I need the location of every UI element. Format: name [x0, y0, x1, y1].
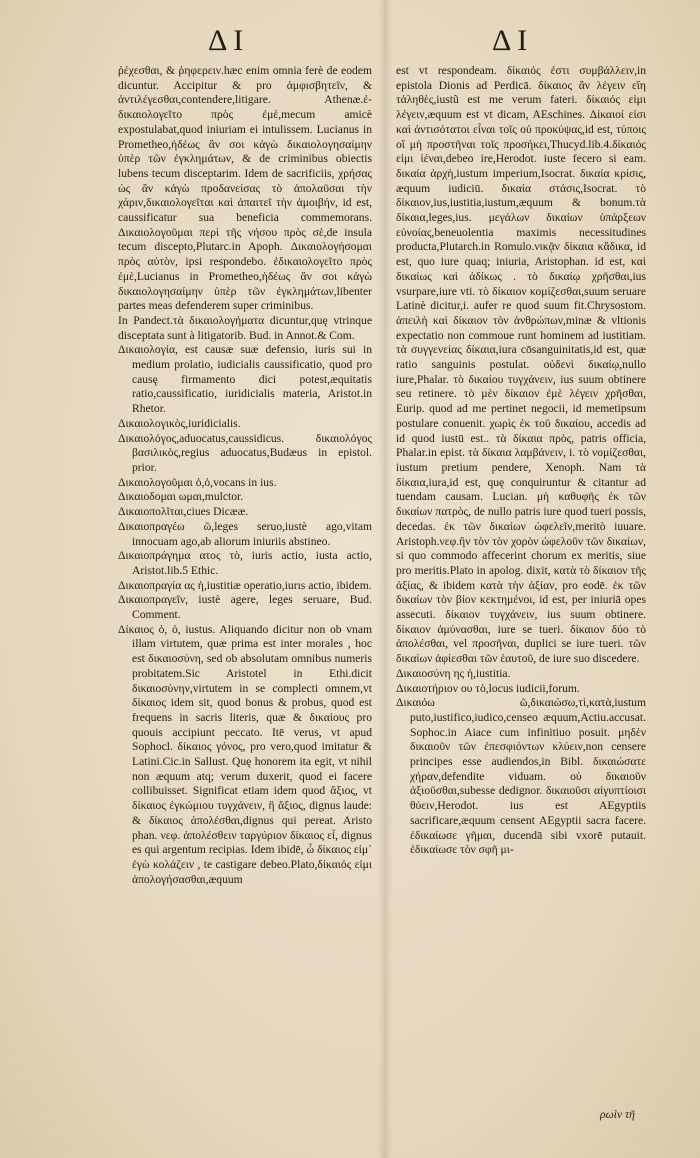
page-gutter — [378, 0, 392, 1158]
paragraph: In Pandect.τὰ δικαιολογήματα dicuntur,quę vtrinque disceptata sunt à litigatorib. Bud. in Annot.& Com. — [118, 313, 372, 342]
dictionary-entry: Δικαιοπραγία ας ἡ,iustitiæ operatio,iurıs actio, ibidem. — [118, 578, 372, 592]
dictionary-entry: Δικαιολογία, est causæ suæ defensio, iuris sui in medium prolatio, iudicialis caussificatio, quod pro causę firmamento dici potest,æquitatis ratio,caussificatio, iuridicialis materia, Aristot.in Rhetor. — [118, 343, 372, 416]
running-head-right: ΔΙ — [492, 24, 534, 57]
catchword: ρωὶν τῆ — [600, 1108, 635, 1121]
paragraph: est vt respondeam. δίκαιός ἐστι συμβάλλειν,in epistola Dionis ad Perdicā. δίκαιος ἂν λέγειν εἴη τἀληθὲς,iustũ est me verum fateri. δίκαιός εἰμι λέγειν,æquum est vt dicam, AEschines. Δίκαιοί εἰσι καὶ ἀντισότατοι εἶναι τοῖς οὐ προκύψας,id est, τύποις οἵ μὴ προστῆναι τοῖς προσήκει,Thucyd.lib.4.δίκαιός εἰμι ἰέναι,debeo ire,Herodot. iuste fecero si eam. δικαία ἀρχὴ,iustum imperium,Isocrat. δικαία κρίσις, æquum iudiciū. δικαία στάσις,Isocrat. τὸ δίκαιον,ius,iustitia,iustum,æquum & bonum.τὰ δίκαια,leges,ius. μεγάλων δικαίων ὑπάρξεων εὐνοίας,beneuolentia maximis necessitudines producta,Plutarch.in Romulo.νικᾷν δίκαια κἄδικα, id est, quo iure quaq; iniuria, Aristophan. id est, καὶ δικαίως καὶ ἀδίκως . τὸ δικαίῳ χρῆσθαι,ius vsurpare,iure vti. τὸ δίκαιον κομίζεσθαι,suum seruare Latinè dicitur,i. aufer re quod suum fit.Chrysostom. ἀπειλὴ καὶ δίκαιον τὸν ἀνθρώπων,minæ & vltionis expectatio non commoue runt hominem ad iustitiam. τὰ συγγενείας δίκαια,iura cōsanguinitatis,id est, quæ ratio sanguinis postulat. οὐδενὶ δικαίῳ,nullo iure,Phalar. τὸ δικαίου τυγχάνειν, ius suum obtinere seu retinere. τὸ μὲν δίκαιον ἐμὲ λέγειν χρῆσθαι, Eurip. quod ad me pertinet negocii, id memetipsum postulare conuenit. χωρὶς ἐκ τοῦ δικαίου, accedis ad id quod iustū est.. τὰ δίκαια πρὸς, patris officia, Phalar.in epist. τὰ δίκαια λαμβάνειν, i. τὸ νομίζεσθαι, iustum pretium pendere, Xenoph. Nam τὰ δίκαια,iura,id est, quę conquiruntur & citantur ad tuendam causam. Lucian. μὴ καθυφῆς ἐκ τῶν δικαίων πατρὸς, de nullo patris iure quod tueri possis, decedas. ἐκ τῶν δικαίων ὠφελεῖν,meritò iuuare. Aristoph.νεφ.ἢν τὸν τὸν χορὸν ὠφελοῦν τῶν δικαίων, si quo commodo affecerint chorum ex meritis, siue pro meritis.Plato in apolog. dixit, κατὰ τὸ δίκαιον τῆς ἀξίας, & ibidem κατὰ τὴν ἀξίαν, pro eodē. ἐκ τῶν δικαίων τὸν βίον κεκτημένοι, id est, per iniuriā opes assecuti. δίκαιον τυγχάνειν, ius suum obtinere. δίκαιον ἀμύνασθαι, iure se tueri. δίκαιον δύο τὸ ἀπολέσθαι, vel προσῆναι, duplici se iure tueri. τῶν δικαίων ἀφίεσθαι τῶν ἑαυτοῦ, de iure suo discedere. — [396, 64, 646, 666]
dictionary-entry: Δικαιολογικὸς,iuridicialis. — [118, 416, 241, 430]
paragraph: ῥέχεσθαι, & ῥηφερειν.hæc enim omnia ferè de eodem dicuntur. Accipitur & pro ἀμφισβητεῖν, & ἀντιλέγεσθαι,contendere,litigare. Athenæ.ἐ-δικαιολογεῖτο πρὸς ἐμὲ,mecum amicè expostulabat,quod iniuriam ei intulissem. Lucianus in Prometheo,ἡδέως ἂν σοι κἀγὼ δικαιολογησαίμην ὑπὲρ τῶν ἐγκλημάτων, & de criminibus obiectis lubens tecum disceptarim. Idem de sacrificiis, χρήσας ὡς ἂν κἀγὼ προδανείσας τὸ ἀπολαῦσαι τὴν χάριν,δικαιολογεῖται καὶ ἀπαιτεῖ τὴν ἀμοιβήν, id est, caussificatur sua beneficia commemorans. Δικαιολογοῦμαι περὶ τῆς νήσου πρὸς σὲ,de insula tecum discepto,Plutarc.in Apoph. Δικαιολογήσομαι πρὸς αὐτὸν, ipsi respondebo. ἐδικαιολογεῖτο πρὸς ἐμὲ,Lucianus in Prometheo,ἡδέως ἂν σοι κἀγὼ δικαιολογησαίμην ὑπὲρ τῶν ἐγκλημάτων,libenter partes meas defenderem super criminibus. — [118, 64, 372, 313]
left-column — [118, 64, 372, 887]
dictionary-entry: Δικαιοσύνη ης ἡ,iustitia. — [396, 666, 511, 680]
right-column — [396, 64, 646, 858]
dictionary-entry: Δικαιοτήριον ου τὸ,locus iudicii,forum. — [396, 681, 580, 695]
dictionary-entry: Δικαιοπραγεῖν, iustè agere, leges seruare, Bud. Comment. — [118, 593, 372, 622]
dictionary-entry: Δικαιολογοῦμαι ὁ,ὁ,vocans in ius. — [118, 475, 277, 489]
dictionary-entry: Δικαιολόγος,aduocatus,caussidicus. δικαιολόγος βασιλικὸς,regius aduocatus,Budæus in epistol. prior. — [118, 431, 372, 474]
running-head-left: ΔΙ — [208, 24, 250, 57]
dictionary-entry: Δικαιοπραγέω ῶ,leges seruo,iustè ago,vitam innocuam ago,ab aliorum iniuriis abstineo. — [118, 519, 372, 548]
dictionary-entry: Δικαιοπολῖται,ciues Dicææ. — [118, 505, 249, 519]
dictionary-entry: Δικαιοδομαι ωμαι,mulctor. — [118, 490, 244, 504]
dictionary-entry: Δικαιόω ῶ,δικαιώσω,τὶ,κατὰ,iustum puto,iustifico,iudico,censeo æquum,Actiu.accusat. Sophoc.in Aiace cum infinitiuo posuit. μηδὲν δικαιοῦν τῶν ἐπεσφιόντων κλύειν,non censere principes esse audiendos,in Bibl. δικαιώσατε χήραν,defendite viduam. οὐ δικαιοῦν ἀξιοῦσθαι,subesse dedignor. δικαιοῦσι αἰγυπτίοισι θύειν,Herodot. ius est AEgyptiis sacrificare,æquum censent AEgyptii sacra facere. ἐδικαίωσε γῆμαι, ducendā sibi vxorē putauit. ἐδικαίωσε τὸν σφῆ μι- — [396, 696, 646, 857]
dictionary-entry: Δίκαιος ὁ, ὁ, iustus. Aliquando dicitur non ob vnam illam virtutem, quæ prima est inter morales , hoc est δικαιοσύνη, sed ob absolutam omnibus numeris probitatem.Sic Aristotel in Ethi.dicit δικαιοσύνην,virtutem in se complecti omnem,vt δίκαιος idem sit, quod bonus & probus, quod est frequens in sacris literis, quæ & δικαίους pro quouis accipiunt peccato. Itē verus, vt apud Sophocl. δίκαιος γόνος, pro vero,quod imitatur & Latini.Cic.in Sallust. Quę honorem ita egit, vt nihil non æquum atq; verum duxerit, quod ei facere collibuisset. Significat etiam idem quod ἄξιος, vt δίκαιος ἐγκώμιου τυγχάνειν, ἢ ἄξιος, dignus laude: & δίκαιος ἀπολέσθαι,dignus qui pereat. Aristo phan. νεφ. ἀπολέσθειν ταργύριον δίκαιος εἶ, dignus es qui argentum recipias. Idem ibidē, ὦ δίκαιος εἰμ᾽ ἐγὼ κολάζειν , te castigare debeo.Plato,δίκαιός εἰμι ἀπολογήσασθαι,æquum — [118, 622, 372, 886]
dictionary-entry: Δικαιοπράγημα ατος τὸ, iuris actio, iusta actio, Aristot.lib.5 Ethic. — [118, 549, 372, 577]
